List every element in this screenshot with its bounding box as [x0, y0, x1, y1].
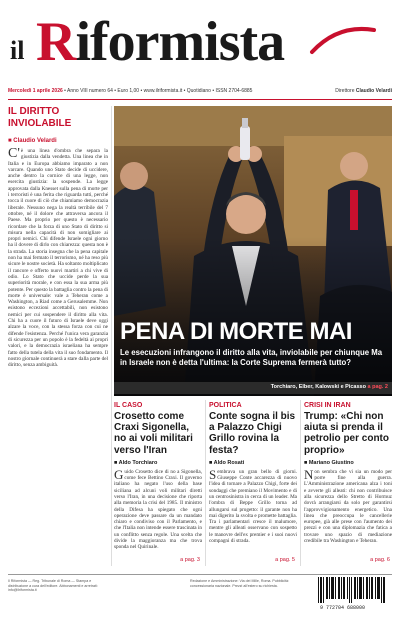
director-name: Claudio Velardi — [355, 88, 392, 94]
issue-info-bar — [8, 86, 392, 98]
issue-details: • Anno VIII numero 64 • Euro 1,00 • www.ilriformista.it • Quotidiano • ISSN 2704-6885 — [64, 88, 253, 94]
footer-info: Redazione e Amministrazione: Via dei Mille, Roma. Pubblicità: concessionaria nazionale. Prezzi all'estero su richiesta. — [190, 579, 290, 588]
cover-caption-authors: Torchiaro, Elber, Kalowski e Picasso — [270, 384, 366, 390]
article-politica[interactable] — [209, 400, 297, 566]
cover-caption — [271, 384, 388, 390]
cover-photo — [114, 106, 392, 396]
cover-subhead: Le esecuzioni infrangono il diritto alla vita, inviolabile per chiunque Ma in Israele non è detta l'ultima: la Corte Suprema fermerà tutto? — [120, 348, 383, 367]
column-divider — [111, 106, 112, 566]
footer-legal: Il Riformista — Reg. Tribunale di Roma — Stampa e distribuzione a cura dell'editore. Abbonamenti e arretrati: info@ilriformista.it — [8, 579, 98, 593]
editorial-body: C'è una linea d'ombra che separa la giustizia dalla vendetta. Una linea che in Italia e in Europa abbiamo imparato a non varcare. Quando uno Stato decide di uccidere, anche dentro la cornice di una legge, non esercita giustizia: la sospende. La legge approvata dalla Knesset sulla pena di morte per i terroristi è una ferita che riguarda tutti, perché tocca il cuore di ciò che chiamiamo democrazia liberale. Nessuno nega la realtà terribile del 7 ottobre, né il dolore che attraversa ancora il Paese. Ma proprio per questo è necessario ricordare che la forza di uno Stato di diritto si misura nella capacità di non somigliare ai propri nemici. Chi difende Israele ogni giorno ha il dovere di dirlo con chiarezza: questa non è la strada. La storia insegna che la pena capitale non ha mai fermato il terrorismo, né ha reso più sicure le nostre società. Ha soltanto moltiplicato il rancore e offerto nuovi martiri a chi vive di odio. Lo Stato che uccide perde la sua superiorità morale, e con essa la sua arma più potente. Per questo la battaglia contro la pena di morte è universale: vale a Teheran come a Washington, a Riad come a Gerusalemme. Non esistono eccezioni accettabili, non esistono nemici per cui sospendere il diritto alla vita. Chi ha a cuore il futuro di Israele deve oggi alzare la voce, con la stessa forza con cui ne difende l'esistenza. Perché l'unica vera garanzia di sicurezza per un popolo è la fedeltà ai propri valori, e la democrazia israeliana ha sempre fatto della tutela della vita il suo fondamento. Il nostro giornale continuerà a stare dalla parte del diritto, senza ambiguità. — [8, 146, 108, 369]
article-author: ■ Aldo Rosati — [209, 459, 245, 466]
issue-info — [8, 88, 252, 94]
article-crisi-in-iran[interactable] — [304, 400, 392, 566]
barcode-number: 9 772704 688000 — [320, 605, 366, 611]
article-page-ref[interactable]: a pag. 6 — [370, 557, 390, 563]
article-page-ref[interactable]: a pag. 3 — [180, 557, 200, 563]
article-author: ■ Aldo Torchiaro — [114, 459, 158, 466]
director-label: Direttore — [335, 88, 355, 94]
masthead-title — [36, 12, 284, 72]
article-il-caso[interactable] — [114, 400, 202, 566]
issue-date: Mercoledì 1 aprile 2026 — [8, 88, 63, 94]
editorial-title: IL DIRITTO INVIOLABILE — [8, 106, 72, 129]
barcode-icon — [314, 577, 392, 603]
article-divider — [205, 400, 206, 566]
editorial-author: ■ Claudio Velardi — [8, 138, 57, 144]
editorial-column — [8, 106, 108, 566]
masthead-rule — [8, 99, 392, 100]
article-section: CRISI IN IRAN — [304, 402, 351, 409]
article-body: Non sembra che vi sia un modo per porre fine alla guerra. L'Amministrazione americana alza i toni e avverte gli alleati: chi non contribuisce alla sicurezza dello Stretto di Hormuz dovrà arrangiarsi da solo per garantirsi l'approvvigionamento energetico. Una linea che preoccupa le cancellerie europee, già alle prese con l'aumento dei prezzi e con una diplomazia che fatica a trovare uno spazio di mediazione credibile tra Washington e Teheran. — [304, 466, 392, 545]
article-divider — [300, 400, 301, 566]
article-section: POLITICA — [209, 402, 242, 409]
masthead — [8, 4, 392, 74]
article-section: IL CASO — [114, 402, 143, 409]
masthead-swash-icon — [308, 22, 378, 62]
cover-caption-bar — [114, 382, 392, 394]
article-author: ■ Mariano Giustino — [304, 459, 354, 466]
article-title[interactable]: Crosetto come Craxi Sigonella, no ai voli militari verso l'Iran — [114, 411, 193, 456]
cover-caption-page[interactable]: a pag. 2 — [367, 384, 388, 390]
secondary-articles — [114, 400, 392, 566]
masthead-prefix: il — [10, 36, 25, 65]
director-credit — [335, 88, 392, 94]
masthead-title-rest: iformista — [75, 11, 285, 73]
barcode — [314, 577, 392, 611]
masthead-title-initial: R — [36, 11, 76, 73]
article-body: Sembrava un gran bello di giorni. Giuseppe Conte accarezza di nuovo l'idea di tornare a Palazzo Chigi, forte dei sondaggi che premiano il Movimento e di un centrosinistra in cerca di un leader. Ma l'ombra di Beppe Grillo torna ad allungarsi sul progetto: il garante non ha mai digerito la svolta e promette battaglia. Tra i parlamentari cresce il malumore, mentre gli alleati osservano con sospetto le manovre dell'ex premier e i suoi nuovi compagni di strada. — [209, 466, 297, 545]
article-body: Guido Crosetto dice di no a Sigonella, come fece Bettino Craxi. Il governo italiano ha negato l'uso della base siciliana ad alcuni voli militari diretti verso l'Iran, in una decisione che riporta alla memoria la crisi del 1985. Il ministro della Difesa ha spiegato che ogni operazione deve passare da un mandato chiaro e condiviso con il Parlamento, e che l'Italia non intende essere trascinata in un conflitto senza regole. Una scelta che divide la maggioranza ma che trova sponda nel Quirinale. — [114, 466, 202, 551]
article-title[interactable]: Conte sogna il bis a Palazzo Chigi Grillo rovina la festa? — [209, 411, 296, 456]
page-footer — [8, 574, 392, 612]
article-title[interactable]: Trump: «Chi non aiuta si prenda il petrolio per conto proprio» — [304, 411, 389, 456]
article-page-ref[interactable]: a pag. 5 — [275, 557, 295, 563]
cover-headline: PENA DI MORTE MAI — [120, 318, 352, 345]
